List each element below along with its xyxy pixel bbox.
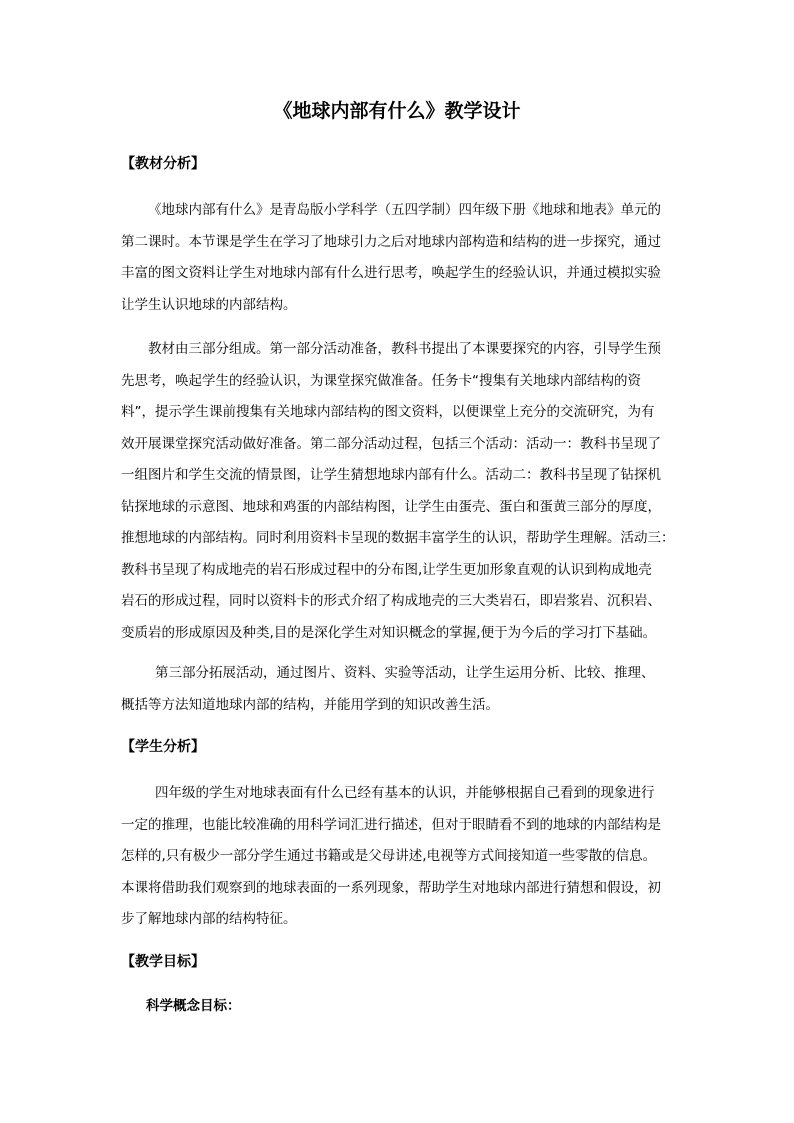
material-analysis-paragraph-3 <box>121 658 681 721</box>
text-line: 一定的推理，也能比较准确的用科学词汇进行描述，但对于眼睛看不到的地球的内部结构是 <box>121 816 661 833</box>
text-line: 第二课时。本节课是学生在学习了地球引力之后对地球内部构造和结构的进一步探究，通过 <box>121 233 661 250</box>
section-heading-material-analysis: 【教材分析】 <box>121 156 205 172</box>
subheading-science-concept-goals: 科学概念目标： <box>146 998 241 1014</box>
page-title: 《地球内部有什么》教学设计 <box>273 100 521 122</box>
section-heading-teaching-goals: 【教学目标】 <box>121 954 205 970</box>
text-line: 料”，提示学生课前搜集有关地球内部结构的图文资料，以便课堂上充分的交流研究，为有 <box>121 404 655 420</box>
text-line: 丰富的图文资料让学生对地球内部有什么进行思考，唤起学生的经验认识，并通过模拟实验 <box>121 265 661 281</box>
text-line: 第三部分拓展活动，通过图片、资料、实验等活动，让学生运用分析、比较、推理、 <box>155 665 655 681</box>
text-line: 先思考，唤起学生的经验认识，为课堂探究做准备。任务卡“搜集有关地球内部结构的资 <box>121 372 641 389</box>
text-line: 推想地球的内部结构。同时利用资料卡呈现的数据丰富学生的认识，帮助学生理解。活动三： <box>121 530 675 546</box>
text-line: 一组图片和学生交流的情景图，让学生猜想地球内部有什么。活动二：教科书呈现了钻探机 <box>121 467 661 483</box>
text-line: 效开展课堂探究活动做好准备。第二部分活动过程，包括三个活动：活动一：教科书呈现了 <box>121 435 661 452</box>
material-analysis-paragraph-1 <box>121 195 681 321</box>
section-heading-student-analysis: 【学生分析】 <box>121 739 205 755</box>
text-line: 变质岩的形成原因及种类,目的是深化学生对知识概念的掌握,便于为今后的学习打下基础。 <box>121 624 657 641</box>
text-line: 《地球内部有什么》是青岛版小学科学（五四学制）四年级下册《地球和地表》单元的 <box>148 202 661 218</box>
text-line: 步了解地球内部的结构特征。 <box>121 911 297 927</box>
text-line: 钻探地球的示意图、地球和鸡蛋的内部结构图，让学生由蛋壳、蛋白和蛋黄三部分的厚度， <box>121 498 661 515</box>
text-line: 四年级的学生对地球表面有什么已经有基本的认识，并能够根据自己看到的现象进行 <box>155 785 655 801</box>
text-line: 教材由三部分组成。第一部分活动准备，教科书提出了本课要探究的内容，引导学生预 <box>148 341 661 357</box>
text-line: 教科书呈现了构成地壳的岩石形成过程中的分布图,让学生更加形象直观的认识到构成地壳 <box>121 561 652 578</box>
text-line: 让学生认识地球的内部结构。 <box>121 296 297 313</box>
student-analysis-paragraph-1 <box>121 778 681 936</box>
text-line: 岩石的形成过程，同时以资料卡的形式介绍了构成地壳的三大类岩石，即岩浆岩、沉积岩、 <box>121 593 661 609</box>
text-line: 怎样的,只有极少一部分学生通过书籍或是父母讲述,电视等方式间接知道一些零散的信息。 <box>121 848 657 864</box>
text-line: 概括等方法知道地球内部的结构，并能用学到的知识改善生活。 <box>121 696 499 713</box>
text-line: 本课将借助我们观察到的地球表面的一系列现象，帮助学生对地球内部进行猜想和假设，初 <box>121 879 661 896</box>
material-analysis-paragraph-2 <box>121 334 681 649</box>
